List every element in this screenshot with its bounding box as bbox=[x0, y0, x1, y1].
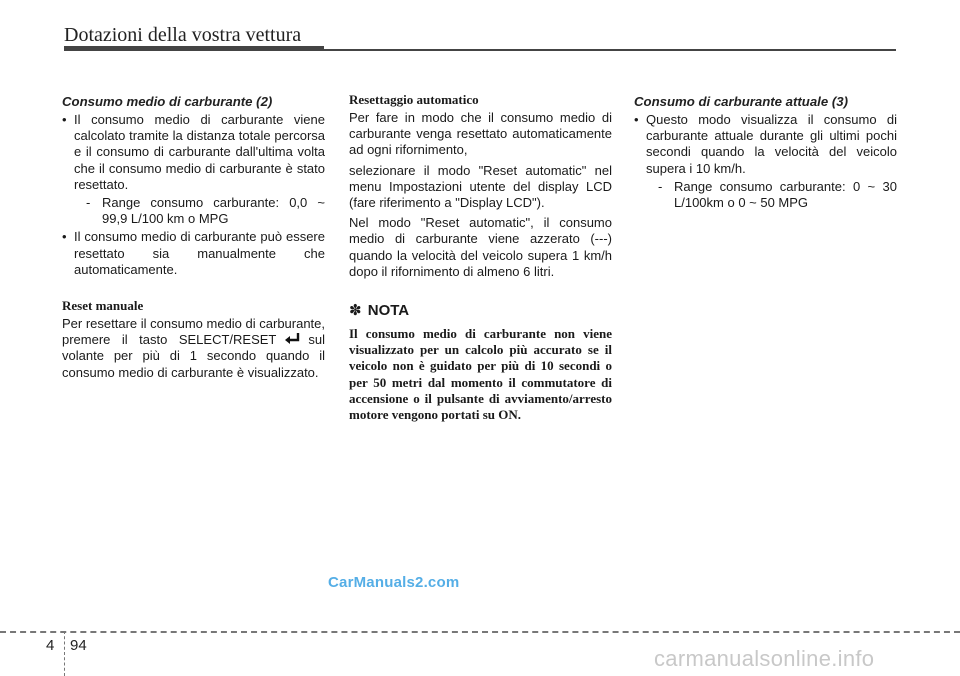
page-header-title: Dotazioni della vostra vettura bbox=[64, 24, 302, 46]
column-right bbox=[634, 92, 897, 213]
section-title-auto-reset: Resettaggio automatico bbox=[349, 92, 479, 107]
header-rule-thick bbox=[64, 46, 324, 51]
column-left bbox=[62, 92, 325, 381]
column-middle bbox=[349, 92, 612, 423]
dash-mark: - bbox=[658, 178, 663, 194]
enter-arrow-icon bbox=[282, 332, 304, 346]
header-rule-thin bbox=[324, 49, 896, 51]
range-text: Range consumo carburante: 0,0 ~ 99,9 L/100 km o MPG bbox=[102, 195, 325, 227]
range-text: Range consumo carburante: 0 ~ 30 L/100km o 0 ~ 50 MPG bbox=[674, 178, 897, 211]
note-title: NOTA bbox=[367, 302, 410, 320]
list-item bbox=[634, 112, 897, 211]
bullet-list bbox=[62, 112, 325, 278]
footer-divider bbox=[64, 631, 65, 676]
range-line bbox=[74, 195, 325, 227]
note-heading bbox=[349, 302, 612, 320]
bullet-list bbox=[634, 112, 897, 211]
footer-rule bbox=[0, 631, 960, 633]
auto-reset-paragraph-2: selezionare il modo "Reset automatic" nel menu Impostazioni utente del display LCD (fare riferimento a "Display LCD"). bbox=[349, 162, 612, 211]
reset-text-before: Per resettare il consumo medio di carburante, premere il tasto SELECT/RESET bbox=[62, 316, 326, 348]
reset-text-after: sul volante per più di 1 secondo quando il consumo medio di carburante è visualizzato. bbox=[62, 332, 325, 380]
chapter-number: 4 bbox=[46, 637, 55, 654]
list-item bbox=[62, 112, 325, 227]
auto-reset-paragraph-3: Nel modo "Reset automatic", il consumo medio di carburante viene azzerato (---) quando la velocità del veicolo supera 1 km/h dopo il rifornimento di almeno 6 litri. bbox=[349, 215, 612, 279]
note-text: Il consumo medio di carburante non viene visualizzato per un calcolo più accurato se il veicolo non è guidato per più di 10 secondi o per 50 metri dal momento il commutatore di accensione o il pulsante di avviamento/arresto motore vengono portati su ON. bbox=[349, 326, 612, 423]
watermark-link[interactable]: CarManuals2.com bbox=[328, 574, 460, 591]
auto-reset-paragraph-1: Per fare in modo che il consumo medio di carburante venga resettato automaticamente ad ogni rifornimento, bbox=[349, 110, 612, 158]
section-title-manual-reset: Reset manuale bbox=[62, 298, 144, 314]
note-asterisk-icon: ✽ bbox=[349, 302, 362, 320]
dash-mark: - bbox=[86, 195, 91, 211]
page-number: 94 bbox=[70, 637, 87, 654]
section-title-current-consumption: Consumo di carburante attuale (3) bbox=[634, 94, 848, 109]
bullet-text: Il consumo medio di carburante viene calcolato tramite la distanza totale percorsa e il consumo di carburante dall'ultima volta che il consumo medio di carburante è stato resettato. bbox=[74, 112, 325, 192]
range-line bbox=[646, 179, 897, 211]
section-title-average-consumption: Consumo medio di carburante (2) bbox=[62, 94, 273, 109]
site-watermark: carmanualsonline.info bbox=[654, 646, 875, 671]
bullet-text: Questo modo visualizza il consumo di carburante attuale durante gli ultimi pochi secondi quando la velocità del veicolo supera i 10 km/h. bbox=[646, 112, 897, 176]
bullet-text: Il consumo medio di carburante può essere resettato sia manualmente che automaticamente. bbox=[74, 229, 325, 277]
manual-reset-paragraph bbox=[62, 316, 325, 381]
list-item bbox=[62, 229, 325, 278]
